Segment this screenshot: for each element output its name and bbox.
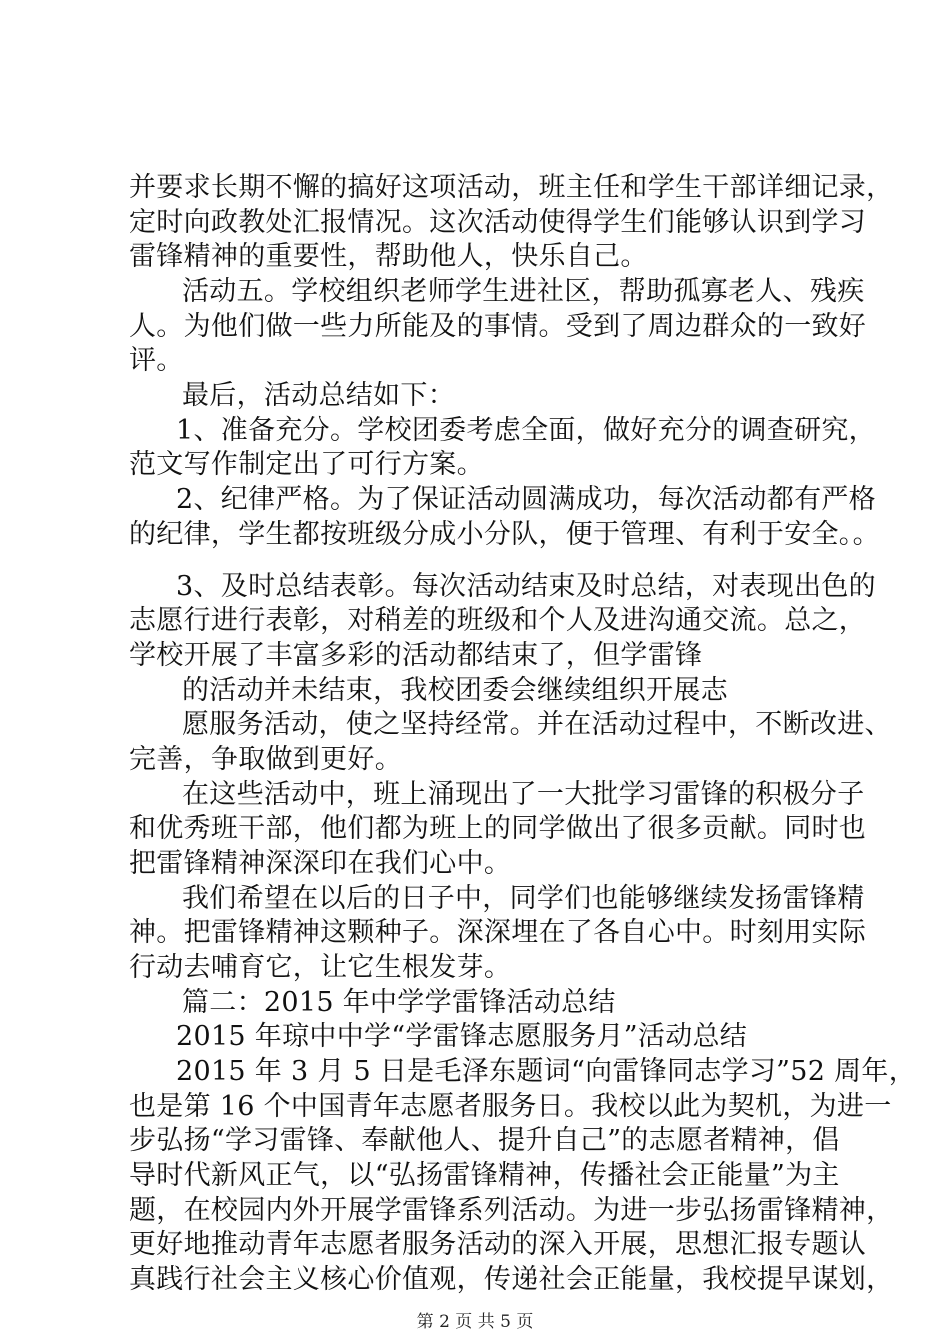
text-line: 题，在校园内外开展学雷锋系列活动。为进一步弘扬雷锋精神， — [129, 1194, 894, 1226]
text-line: 1、准备充分。学校团委考虑全面，做好充分的调查研究， — [176, 414, 876, 446]
text-line: 愿服务活动，使之坚持经常。并在活动过程中，不断改进、 — [182, 709, 892, 741]
text-line: 我们希望在以后的日子中，同学们也能够继续发扬雷锋精 — [182, 882, 865, 914]
text-line: 活动五。学校组织老师学生进社区，帮助孤寡老人、残疾 — [182, 276, 865, 307]
text-line: 神。把雷锋精神这颗种子。深深埋在了各自心中。时刻用实际 — [129, 917, 867, 949]
text-line: 雷锋精神的重要性，帮助他人，快乐自己。 — [129, 241, 648, 273]
text-line: 学校开展了丰富多彩的活动都结束了，但学雷锋 — [129, 640, 703, 671]
text-line: 在这些活动中，班上涌现出了一大批学习雷锋的积极分子 — [182, 778, 865, 810]
text-line: 人。为他们做一些力所能及的事情。受到了周边群众的一致好 — [129, 310, 867, 342]
text-line: 志愿行进行表彰，对稍差的班级和个人及进沟通交流。总之， — [129, 605, 867, 637]
text-line: 2015 年 3 月 5 日是毛泽东题词“向雷锋同志学习”52 周年， — [176, 1056, 917, 1087]
text-line: 也是第 16 个中国青年志愿者服务日。我校以此为契机，为进一 — [129, 1090, 892, 1122]
text-line: 定时向政教处汇报情况。这次活动使得学生们能够认识到学习 — [129, 206, 867, 238]
text-line: 3、及时总结表彰。每次活动结束及时总结，对表现出色的 — [176, 570, 876, 602]
section-subheading: 2015 年琼中中学“学雷锋志愿服务月”活动总结 — [176, 1021, 748, 1053]
text-line: 和优秀班干部，他们都为班上的同学做出了很多贡献。同时也 — [129, 813, 867, 845]
text-line: 更好地推动青年志愿者服务活动的深入开展，思想汇报专题认 — [129, 1229, 867, 1261]
text-line: 并要求长期不懈的搞好这项活动，班主任和学生干部详细记录， — [129, 172, 894, 203]
page-number: 第 2 页 共 5 页 — [416, 1312, 534, 1332]
section-heading: 篇二：2015 年中学学雷锋活动总结 — [182, 986, 616, 1018]
text-line: 最后，活动总结如下： — [182, 380, 455, 411]
text-line: 2、纪律严格。为了保证活动圆满成功，每次活动都有严格 — [176, 484, 876, 515]
text-line: 导时代新风正气，以“弘扬雷锋精神，传播社会正能量”为主 — [129, 1160, 840, 1191]
page-footer — [0, 1312, 950, 1332]
text-line: 的纪律，学生都按班级分成小分队，便于管理、有利于安全。。 — [129, 518, 880, 550]
text-line: 范文写作制定出了可行方案。 — [129, 449, 484, 481]
text-line: 行动去哺育它，让它生根发芽。 — [129, 952, 512, 983]
text-line: 评。 — [129, 345, 184, 377]
text-line: 把雷锋精神深深印在我们心中。 — [129, 848, 512, 879]
text-line: 完善，争取做到更好。 — [129, 744, 402, 775]
text-line: 真践行社会主义核心价值观，传递社会正能量，我校提早谋划， — [129, 1264, 894, 1295]
text-line: 步弘扬“学习雷锋、奉献他人、提升自己”的志愿者精神，倡 — [129, 1125, 840, 1157]
text-line: 的活动并未结束，我校团委会继续组织开展志 — [182, 674, 728, 706]
